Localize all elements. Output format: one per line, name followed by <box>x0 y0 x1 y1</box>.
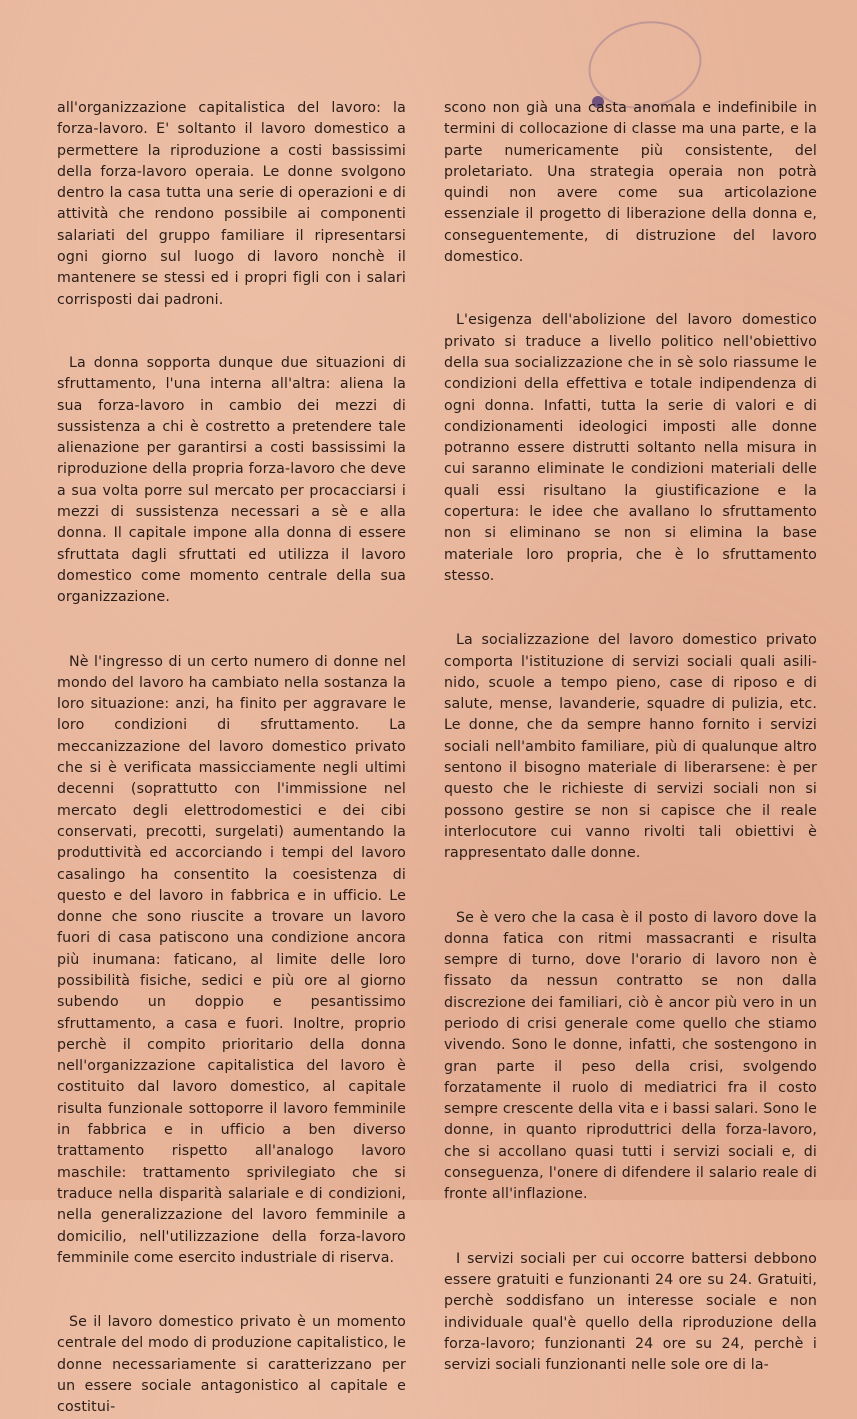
left-paragraph-1: all'organizzazione capitalistica del lavoro: la forza-lavoro. E' soltanto il lavoro domestico a permettere la riproduzione a costi bassissimi della forza-lavoro operaia. Le donne svolgono dentro la casa tutta una serie di operazioni e di attività che rendono possibile ai componenti salariati del gruppo familiare il ripresentarsi ogni giorno sul luogo di lavoro nonchè il mantenere se stessi ed i propri figli con i salari corrisposti dai padroni. <box>57 100 406 308</box>
left-column <box>57 98 406 1419</box>
right-paragraph-4: Se è vero che la casa è il posto di lavoro dove la donna fatica con ritmi massacranti e risulta sempre di turno, dove l'orario di lavoro non è fissato da nessun contratto se non dalla discrezione dei familiari, ciò è ancor più vero in un periodo di crisi generale come quello che stiamo vivendo. Sono le donne, infatti, che sostengono in gran parte il peso della crisi, svolgendo forzatamente il ruolo di mediatrici fra il costo sempre crescente della vita e i bassi salari. Sono le donne, in quanto riproduttrici della forza-lavoro, che si accollano quasi tutti i servizi sociali e, di conseguenza, l'onere di difendere il salario reale di fronte all'inflazione. <box>444 909 817 1203</box>
right-column <box>444 98 817 1376</box>
left-paragraph-3: Nè l'ingresso di un certo numero di donne nel mondo del lavoro ha cambiato nella sostanza la loro situazione: anzi, ha finito per aggravare le loro condizioni di sfruttamento. La meccanizzazione del lavoro domestico privato che si è verificata massicciamente negli ultimi decenni (soprattutto con l'immissione nel mercato degli elettrodomestici e dei cibi conservati, precotti, surgelati) aumentando la produttività ed accorciando i tempi del lavoro casalingo ha consentito la coesistenza di questo e del lavoro in fabbrica e in ufficio. Le donne che sono riuscite a trovare un lavoro fuori di casa patiscono una condizione ancora più inumana: faticano, al limite delle loro possibilità fisiche, sedici e più ore al giorno subendo un doppio e pesantissimo sfruttamento, a casa e fuori. Inoltre, proprio perchè il compito prioritario della donna nell'organizzazione capitalistica del lavoro è costituito dal lavoro domestico, al capitale risulta funzionale sottoporre il lavoro femminile in fabbrica e in ufficio a ben diverso trattamento rispetto all'analogo lavoro maschile: trattamento sprivilegiato che si traduce nella disparità salariale e di condizioni, nella generalizzazione del lavoro femminile a domicilio, nell'utilizzazione della forza-lavoro femminile come esercito industriale di riserva. <box>57 653 406 1266</box>
left-paragraph-4: Se il lavoro domestico privato è un momento centrale del modo di produzione capitalistico, le donne necessariamente si caratterizzano per un essere sociale antagonistico al capitale e costitui- <box>57 1314 406 1416</box>
left-paragraph-2: La donna sopporta dunque due situazioni di sfruttamento, l'una interna all'altra: aliena la sua forza-lavoro in cambio dei mezzi di sussistenza a chi è costretto a pretendere tale alienazione per garantirsi a costi bassissimi la riproduzione della propria forza-lavoro che deve a sua volta porre sul mercato per procacciarsi i mezzi di sussistenza necessari a sè e alla donna. Il capitale impone alla donna di essere sfruttata dagli sfruttati ed utilizza il lavoro domestico come momento centrale della sua organizzazione. <box>57 354 406 606</box>
right-paragraph-1: scono non già una casta anomala e indefinibile in termini di collocazione di classe ma una parte, e la parte numericamente più consistente, del proletariato. Una strategia operaia non potrà quindi non avere come sua articolazione essenziale il progetto di liberazione della donna e, conseguentemente, di distruzione del lavoro domestico. <box>444 100 817 266</box>
right-paragraph-5: I servizi sociali per cui occorre battersi debbono essere gratuiti e funzionanti 24 ore su 24. Gratuiti, perchè soddisfano un interesse sociale e non individuale qual'è quello della riproduzione della forza-lavoro; funzionanti 24 ore su 24, perchè i servizi sociali funzionanti nelle sole ore di la- <box>444 1250 817 1374</box>
right-paragraph-2: L'esigenza dell'abolizione del lavoro domestico privato si traduce a livello politico nell'obiettivo della sua socializzazione che in sè solo riassume le condizioni della effettiva e totale indipendenza di ogni donna. Infatti, tutta la serie di valori e di condizionamenti ideologici imposti alle donne potranno essere distrutti soltanto nella misura in cui saranno eliminate le condizioni materiali delle quali essi risultano la giustificazione e la copertura: le idee che avallano lo sfruttamento non si eliminano se non si elimina la base materiale loro propria, che è lo sfruttamento stesso. <box>444 312 817 584</box>
right-paragraph-3: La socializzazione del lavoro domestico privato comporta l'istituzione di servizi sociali quali asili-nido, scuole a tempo pieno, case di riposo e di salute, mense, lavanderie, squadre di pulizia, etc. Le donne, che da sempre hanno fornito i servizi sociali nell'ambito familiare, più di qualunque altro sentono il bisogno materiale di liberarsene: è per questo che le richieste di servizi sociali non si possono gestire se non si capisce che il reale interlocutore cui vanno rivolti tali obiettivi è rappresentato dalle donne. <box>444 632 817 862</box>
